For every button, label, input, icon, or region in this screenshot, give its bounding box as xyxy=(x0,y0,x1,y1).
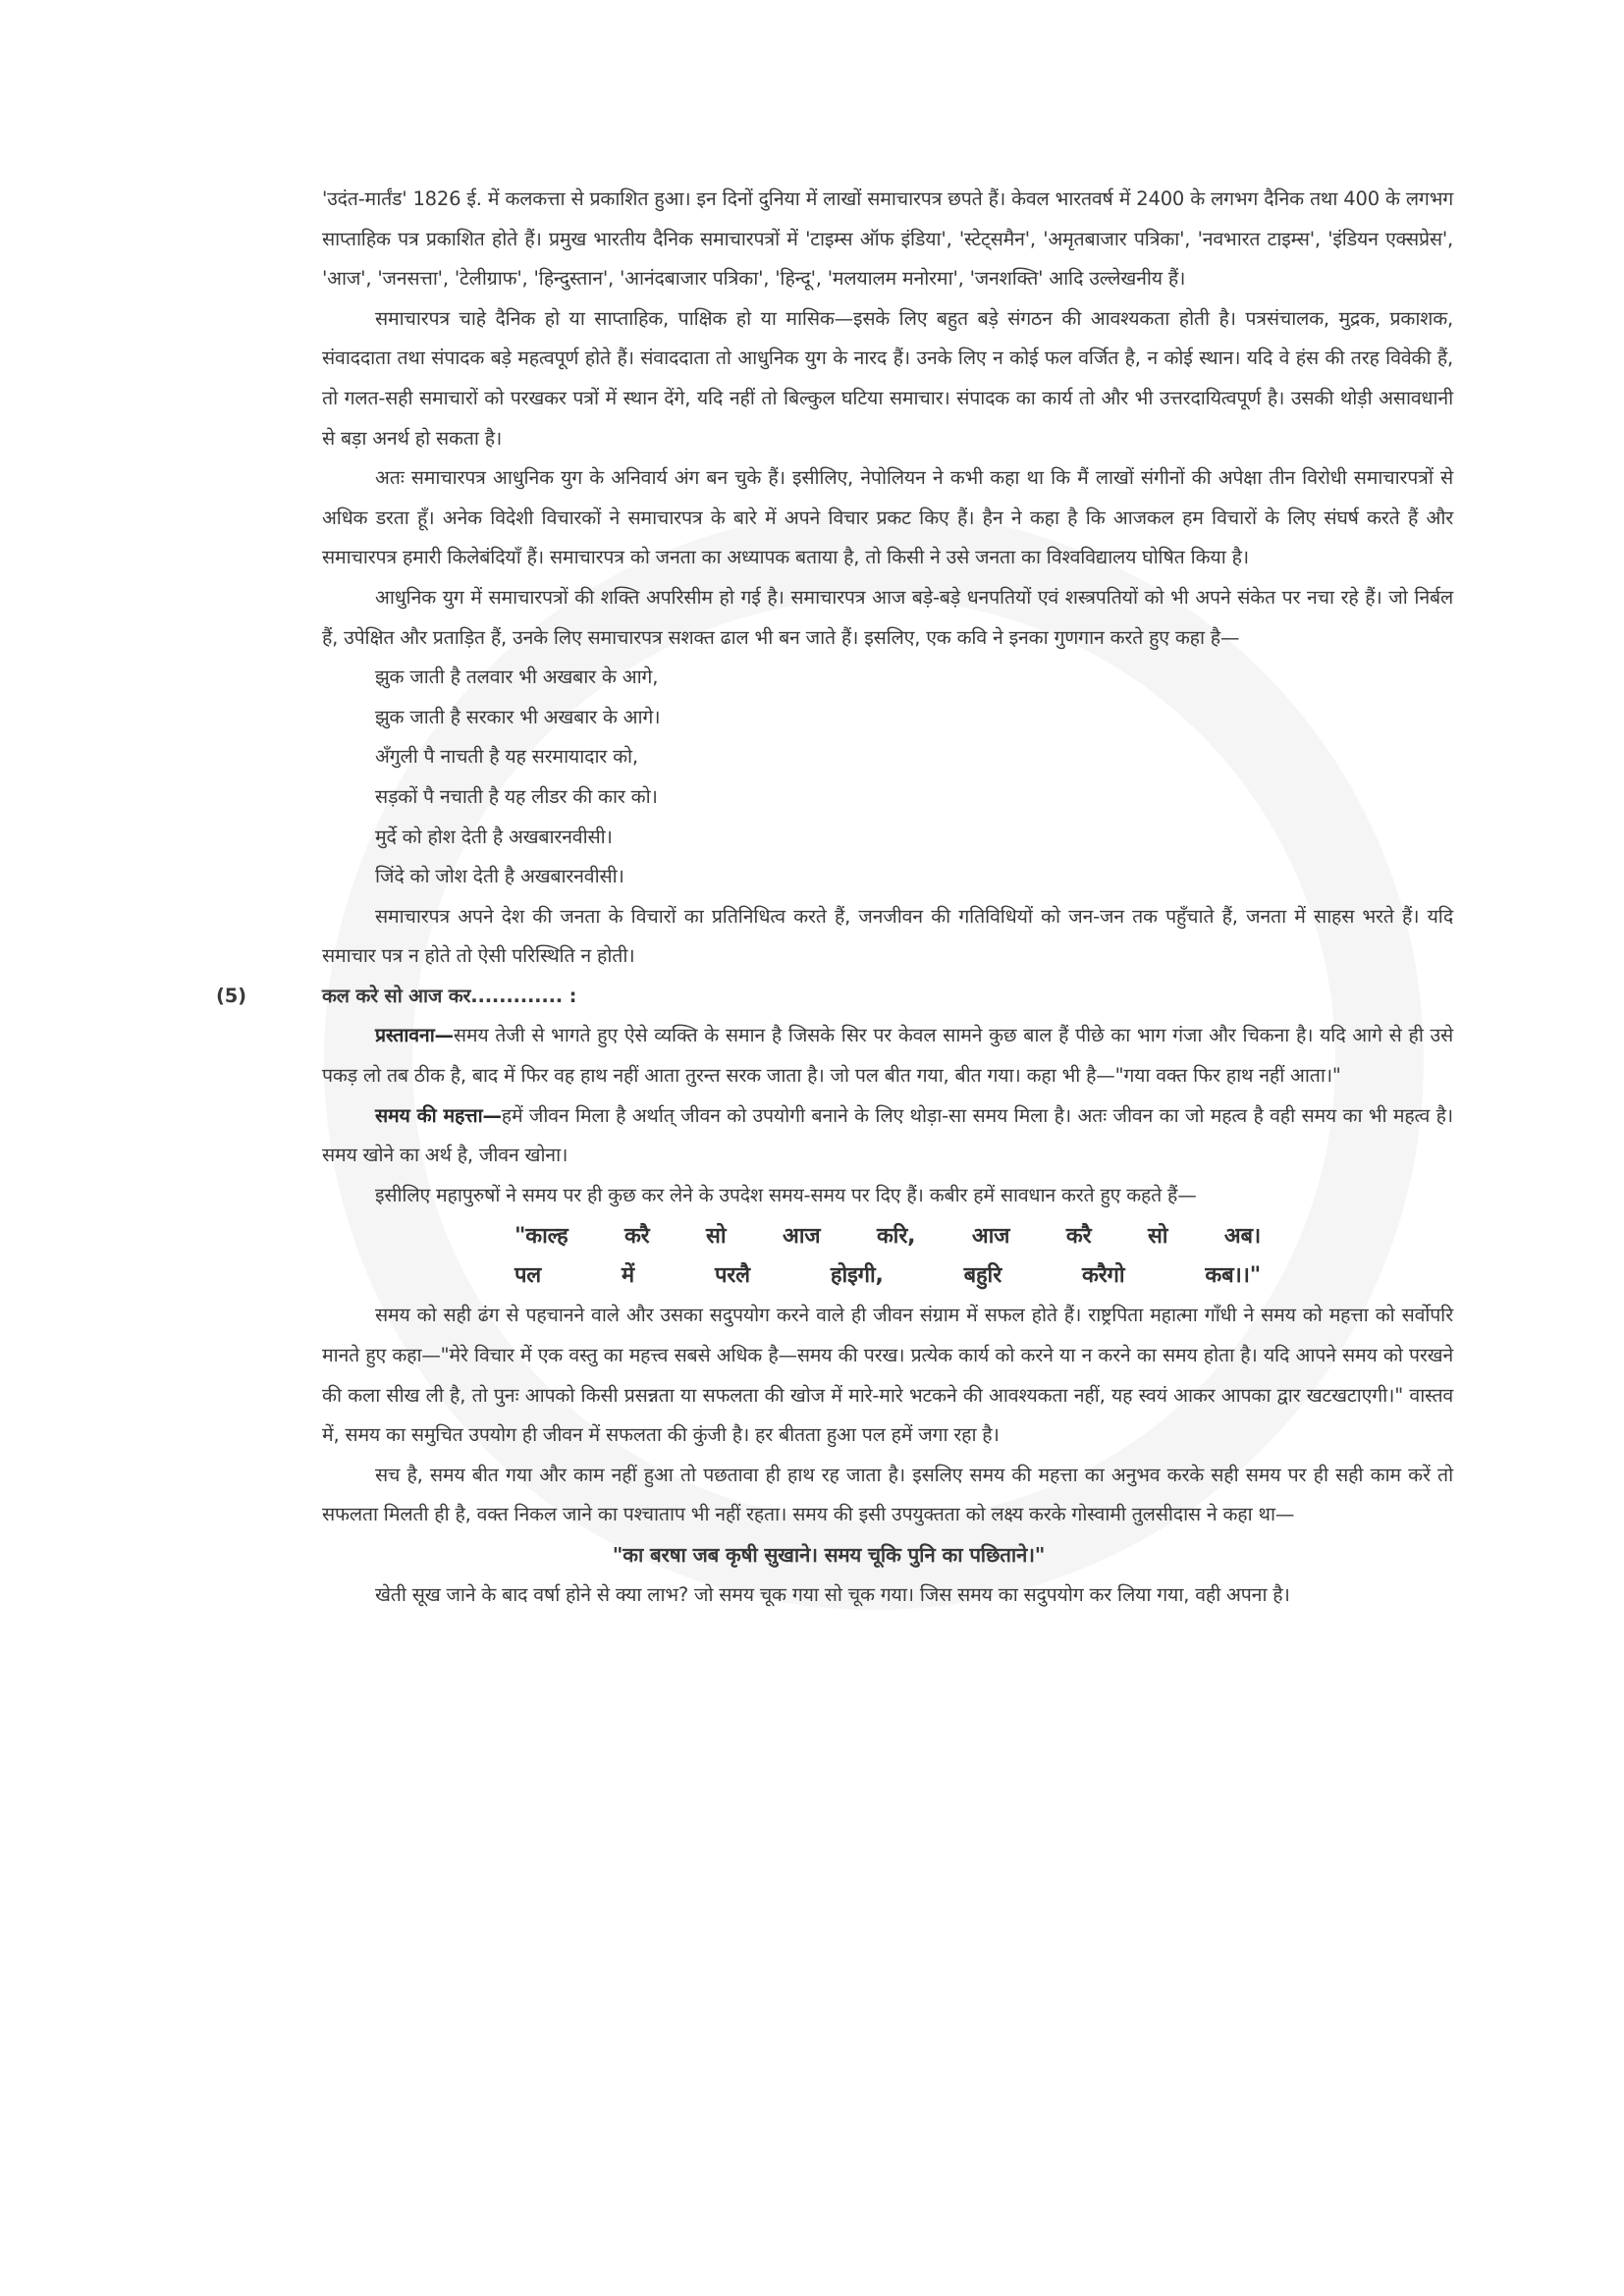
paragraph-organization: समाचारपत्र चाहे दैनिक हो या साप्ताहिक, पाक्षिक हो या मासिक—इसके लिए बहुत बड़े संगठन की आवश्यकता होती है। पत्रसंचालक, मुद्रक, प्रकाशक, संवाददाता तथा संपादक बड़े महत्वपूर्ण होते हैं। संवाददाता तो आधुनिक युग के नारद हैं। उनके लिए न कोई फल वर्जित है, न कोई स्थान। यदि वे हंस की तरह विवेकी हैं, तो गलत-सही समाचारों को परखकर पत्रों में स्थान देंगे, यदि नहीं तो बिल्कुल घटिया समाचार। संपादक का कार्य तो और भी उत्तरदायित्वपूर्ण है। उसकी थोड़ी असावधानी से बड़ा अनर्थ हो सकता है। xyxy=(322,306,1453,450)
importance-text: हमें जीवन मिला है अर्थात् जीवन को उपयोगी बनाने के लिए थोड़ा-सा समय मिला है। अतः जीवन का जो महत्व है वही समय का भी महत्व है। समय खोने का अर्थ है, जीवन खोना। xyxy=(322,1103,1453,1167)
tulsi-quote: "का बरषा जब कृषी सुखाने। समय चूकि पुनि का पछिताने।" xyxy=(612,1543,1046,1567)
poem-line: अँगुली पै नाचती है यह सरमायादार को, xyxy=(375,745,638,769)
couplet-line: पल में परलै होइगी, बहुरि करैगो कब।।" xyxy=(514,1263,1261,1289)
paragraph-napoleon: अतः समाचारपत्र आधुनिक युग के अनिवार्य अंग बन चुके हैं। इसीलिए, नेपोलियन ने कभी कहा था कि मैं लाखों संगीनों की अपेक्षा तीन विरोधी समाचारपत्रों से अधिक डरता हूँ। अनेक विदेशी विचारकों ने समाचारपत्र के बारे में अपने विचार प्रकट किए हैं। हैन ने कहा है कि आजकल हम विचारों के लिए संघर्ष करते हैं और समाचारपत्र हमारी किलेबंदियाँ हैं। समाचारपत्र को जनता का अध्यापक बताया है, तो किसी ने उसे जनता का विश्वविद्यालय घोषित किया है। xyxy=(322,466,1453,569)
introduction-label: प्रस्तावना— xyxy=(375,1024,454,1047)
paragraph-representation: समाचारपत्र अपने देश की जनता के विचारों का प्रतिनिधित्व करते हैं, जनजीवन की गतिविधियों को जन-जन तक पहुँचाते हैं, जनता में साहस भरते हैं। यदि समाचार पत्र न होते तो ऐसी परिस्थिति न होती। xyxy=(322,904,1453,968)
introduction-text: समय तेजी से भागते हुए ऐसे व्यक्ति के समान है जिसके सिर पर केवल सामने कुछ बाल हैं पीछे का भाग गंजा और चिकना है। यदि आगे से ही उसे पकड़ लो तब ठीक है, बाद में फिर वह हाथ नहीं आता तुरन्त सरक जाता है। जो पल बीत गया, बीत गया। कहा भी है—"गया वक्त फिर हाथ नहीं आता।" xyxy=(322,1024,1453,1088)
poem-line: झुक जाती है सरकार भी अखबार के आगे। xyxy=(375,705,661,728)
paragraph-kabir: इसीलिए महापुरुषों ने समय पर ही कुछ कर लेने के उपदेश समय-समय पर दिए हैं। कबीर हमें सावधान करते हुए कहते हैं— xyxy=(375,1183,1197,1206)
poem-line: मुर्दे को होश देती है अखबारनवीसी। xyxy=(375,825,613,848)
paragraph-conclusion: खेती सूख जाने के बाद वर्षा होने से क्या लाभ? जो समय चूक गया सो चूक गया। जिस समय का सदुपयोग कर लिया गया, वही अपना है। xyxy=(375,1582,1290,1606)
paragraph-introduction xyxy=(322,1016,1453,1095)
section-heading xyxy=(216,977,1453,1017)
couplet-line: "काल्ह करै सो आज करि, आज करै सो अब। xyxy=(514,1224,1261,1250)
poem-line: सड़कों पै नचाती है यह लीडर की कार को। xyxy=(375,784,658,808)
poem xyxy=(322,658,1453,897)
section-title: कल करे सो आज कर............. : xyxy=(322,984,577,1007)
section-number: (5) xyxy=(216,984,246,1007)
paragraph-power: आधुनिक युग में समाचारपत्रों की शक्ति अपरिसीम हो गई है। समाचारपत्र आज बड़े-बड़े धनपतियों एवं शस्त्रपतियों को भी अपने संकेत पर नचा रहे हैं। जो निर्बल हैं, उपेक्षित और प्रताड़ित हैं, उनके लिए समाचारपत्र सशक्त ढाल भी बन जाते हैं। इसलिए, एक कवि ने इनका गुणगान करते हुए कहा है— xyxy=(322,585,1453,649)
intro-paragraph: 'उदंत-मार्तंड' 1826 ई. में कलकत्ता से प्रकाशित हुआ। इन दिनों दुनिया में लाखों समाचारपत्र छपते हैं। केवल भारतवर्ष में 2400 के लगभग दैनिक तथा 400 के लगभग साप्ताहिक पत्र प्रकाशित होते हैं। प्रमुख भारतीय दैनिक समाचारपत्रों में 'टाइम्स ऑफ इंडिया', 'स्टेट्समैन', 'अमृतबाजार पत्रिका', 'नवभारत टाइम्स', 'इंडियन एक्सप्रेस', 'आज', 'जनसत्ता', 'टेलीग्राफ', 'हिन्दुस्तान', 'आनंदबाजार पत्रिका', 'हिन्दू', 'मलयालम मनोरमा', 'जनशक्ति' आदि उल्लेखनीय हैं। xyxy=(322,187,1453,291)
kabir-couplet xyxy=(514,1217,1261,1296)
document-page xyxy=(216,180,1453,1615)
paragraph-importance xyxy=(322,1096,1453,1176)
poem-line: जिंदे को जोश देती है अखबारनवीसी। xyxy=(375,865,624,888)
paragraph-tulsi: सच है, समय बीत गया और काम नहीं हुआ तो पछतावा ही हाथ रह जाता है। इसलिए समय की महत्ता का अनुभव करके सही समय पर ही सही काम करें तो सफलता मिलती ही है, वक्त निकल जाने का पश्चाताप भी नहीं रहता। समय की इसी उपयुक्तता को लक्ष्य करके गोस्वामी तुलसीदास ने कहा था— xyxy=(322,1463,1453,1526)
importance-label: समय की महत्ता— xyxy=(375,1103,502,1127)
poem-line: झुक जाती है तलवार भी अखबार के आगे, xyxy=(375,666,659,689)
paragraph-gandhi: समय को सही ढंग से पहचानने वाले और उसका सदुपयोग करने वाले ही जीवन संग्राम में सफल होते हैं। राष्ट्रपिता महात्मा गाँधी ने समय को महत्ता को सर्वोपरि मानते हुए कहा—"मेरे विचार में एक वस्तु का महत्त्व सबसे अधिक है—समय की परख। प्रत्येक कार्य को करने या न करने का समय होता है। यदि आपने समय को परखने की कला सीख ली है, तो पुनः आपको किसी प्रसन्नता या सफलता की खोज में मारे-मारे भटकने की आवश्यकता नहीं, यह स्वयं आकर आपका द्वार खटखटाएगी।" वास्तव में, समय का समुचित उपयोग ही जीवन में सफलता की कुंजी है। हर बीतता हुआ पल हमें जगा रहा है। xyxy=(322,1304,1453,1447)
